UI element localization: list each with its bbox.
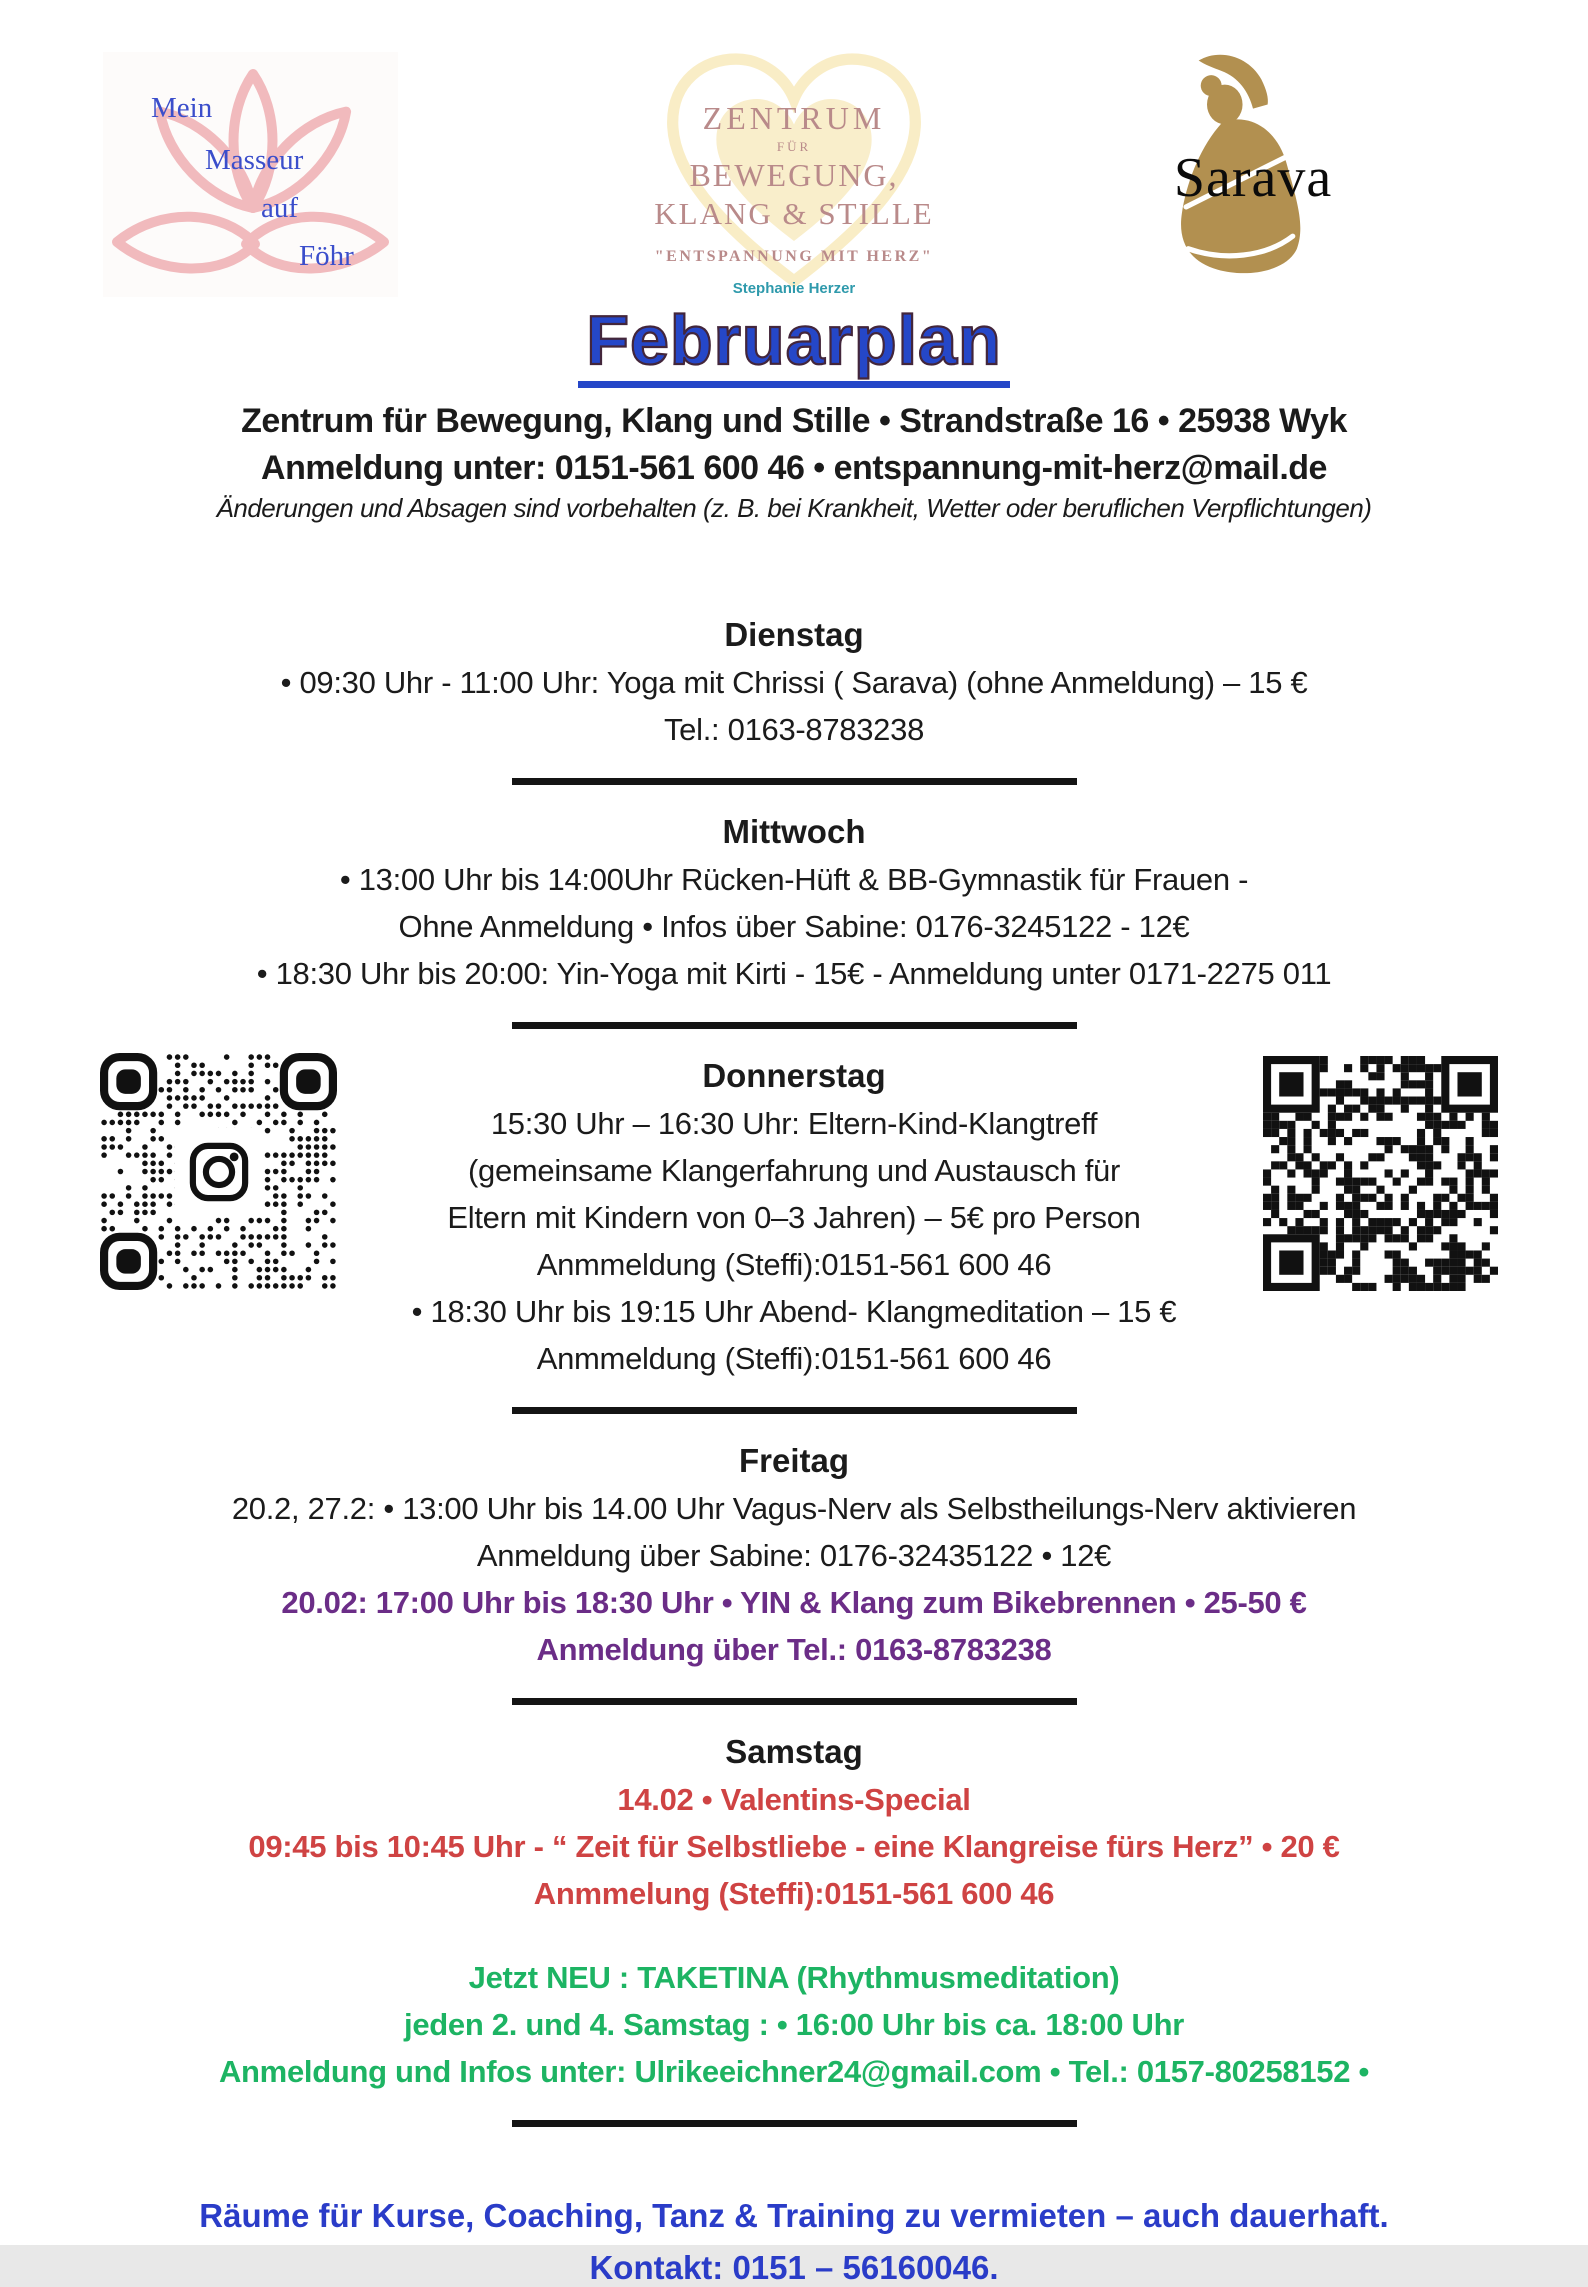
section-divider xyxy=(512,1407,1077,1414)
footer-rental-note xyxy=(0,2197,1588,2287)
schedule-line: Anmmeldung (Steffi):0151-561 600 46 xyxy=(536,1340,1052,1376)
schedule-line: 20.2, 27.2: • 13:00 Uhr bis 14.00 Uhr Vagus-Nerv als Selbstheilungs-Nerv aktivieren xyxy=(231,1490,1357,1526)
section-divider xyxy=(512,1022,1077,1029)
zentrum-logo-title: KLANG & STILLE xyxy=(654,196,934,231)
zentrum-logo-title: ZENTRUM xyxy=(702,100,886,136)
qr-code xyxy=(1263,1056,1498,1291)
contact-line: Anmeldung unter: 0151-561 600 46 • entspannung-mit-herz@mail.de xyxy=(261,448,1327,487)
footer-line: Kontakt: 0151 – 56160046. xyxy=(589,2248,999,2286)
masseur-logo-word: auf xyxy=(261,192,299,224)
schedule-line: • 09:30 Uhr - 11:00 Uhr: Yoga mit Chrissi ( Sarava) (ohne Anmeldung) – 15 € xyxy=(280,664,1308,700)
schedule-line: • 18:30 Uhr bis 19:15 Uhr Abend- Klangmeditation – 15 € xyxy=(411,1293,1177,1329)
schedule-line: (gemeinsame Klangerfahrung und Austausch für xyxy=(468,1152,1120,1188)
masseur-logo xyxy=(103,52,398,297)
section-heading: Freitag xyxy=(738,1441,850,1479)
section-heading: Donnerstag xyxy=(702,1056,886,1094)
section-mittwoch xyxy=(0,813,1588,992)
zentrum-logo-title: BEWEGUNG, xyxy=(689,157,899,193)
schedule-line: • 13:00 Uhr bis 14:00Uhr Rücken-Hüft & BB-Gymnastik für Frauen - xyxy=(339,861,1249,897)
masseur-logo-word: Föhr xyxy=(299,240,354,272)
schedule-line-special: 14.02 • Valentins-Special xyxy=(617,1781,971,1817)
section-heading: Samstag xyxy=(725,1732,863,1770)
schedule-line: Tel.: 0163-8783238 xyxy=(663,711,925,747)
section-heading: Mittwoch xyxy=(722,812,866,850)
schedule-line-highlight: 20.02: 17:00 Uhr bis 18:30 Uhr • YIN & Klang zum Bikebrennen • 25-50 € xyxy=(281,1584,1307,1620)
section-divider xyxy=(512,1698,1077,1705)
page-title: Februarplan xyxy=(0,304,1588,388)
schedule-line: Eltern mit Kindern von 0–3 Jahren) – 5€ pro Person xyxy=(447,1199,1141,1235)
sarava-wordmark: Sarava xyxy=(1173,147,1333,209)
section-divider xyxy=(512,778,1077,785)
taketina-line: Jetzt NEU : TAKETINA (Rhythmusmeditation) xyxy=(468,1959,1120,1995)
section-freitag xyxy=(0,1442,1588,1668)
taketina-line: Anmeldung und Infos unter: Ulrikeeichner24@gmail.com • Tel.: 0157-80258152 • xyxy=(218,2053,1370,2089)
masseur-logo-word: Masseur xyxy=(205,144,304,176)
zentrum-logo-title: FÜR xyxy=(776,139,812,154)
section-samstag xyxy=(0,1733,1588,1912)
schedule-line: Anmeldung über Sabine: 0176-32435122 • 12€ xyxy=(476,1537,1112,1573)
schedule-line-special: 09:45 bis 10:45 Uhr - “ Zeit für Selbstliebe - eine Klangreise fürs Herz” • 20 € xyxy=(248,1828,1340,1864)
schedule-line: Anmmeldung (Steffi):0151-561 600 46 xyxy=(536,1246,1052,1282)
schedule-line: 15:30 Uhr – 16:30 Uhr: Eltern-Kind-Klangtreff xyxy=(490,1105,1098,1141)
schedule-line-special: Anmmelung (Steffi):0151-561 600 46 xyxy=(533,1875,1055,1911)
disclaimer-line: Änderungen und Absagen sind vorbehalten (z. B. bei Krankheit, Wetter oder beruflichen Verpflichtungen) xyxy=(216,492,1372,523)
sarava-logo xyxy=(1148,48,1358,278)
footer-line: Räume für Kurse, Coaching, Tanz & Training zu vermieten – auch dauerhaft. xyxy=(199,2196,1389,2234)
taketina-line: jeden 2. und 4. Samstag : • 16:00 Uhr bis ca. 18:00 Uhr xyxy=(404,2006,1184,2042)
schedule-line-highlight: Anmeldung über Tel.: 0163-8783238 xyxy=(536,1631,1052,1667)
section-heading: Dienstag xyxy=(724,615,864,653)
schedule-line: Ohne Anmeldung • Infos über Sabine: 0176-3245122 - 12€ xyxy=(398,908,1190,944)
zentrum-logo-owner: Stephanie Herzer xyxy=(732,280,856,297)
instagram-qr-code xyxy=(100,1053,337,1290)
instagram-camera-icon xyxy=(175,1128,263,1216)
zentrum-logo xyxy=(624,40,964,300)
section-taketina xyxy=(0,1960,1588,2090)
section-divider xyxy=(512,2120,1077,2127)
masseur-logo-word: Mein xyxy=(151,92,213,124)
zentrum-logo-tagline: "ENTSPANNUNG MIT HERZ" xyxy=(654,248,934,265)
logo-row xyxy=(0,0,1588,300)
section-dienstag xyxy=(0,616,1588,748)
schedule-line: • 18:30 Uhr bis 20:00: Yin-Yoga mit Kirti - 15€ - Anmeldung unter 0171-2275 011 xyxy=(256,955,1332,991)
address-line: Zentrum für Bewegung, Klang und Stille • Strandstraße 16 • 25938 Wyk xyxy=(241,401,1347,440)
